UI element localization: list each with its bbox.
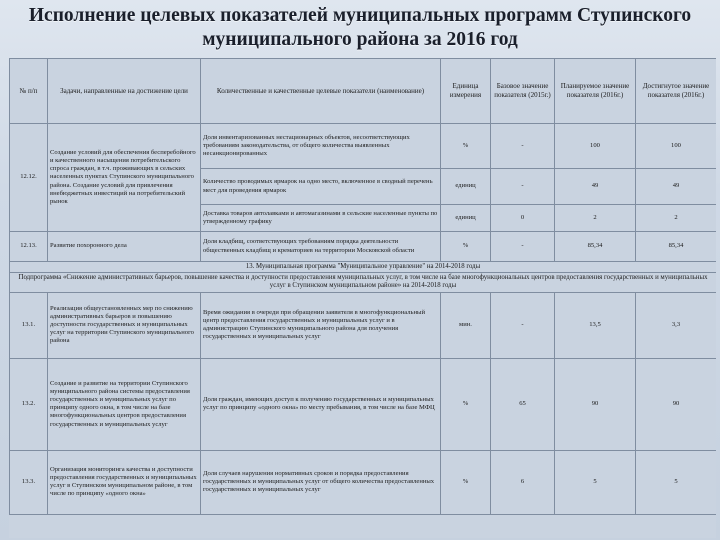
table-row (10, 292, 717, 358)
table-row (10, 358, 717, 450)
row-task: Создание условий для обеспечения бесперебойного и качественного насыщения потребительского спроса граждан, в т.ч. проживающих в сельских населенных пунктах Ступинского муниципального района. Создание условий для привлечения внебюджетных инвестиций на потребительский рынок (48, 124, 201, 232)
row-base: - (491, 232, 555, 262)
header-plan: Планируемое значение показателя (2016г.) (555, 59, 636, 124)
row-indicator: Количество проводимых ярмарок на одно место, включенное в сводный перечень мест для проведения ярмарок (201, 169, 441, 205)
row-plan: 5 (555, 450, 636, 514)
row-base: 65 (491, 358, 555, 450)
row-unit: % (441, 358, 491, 450)
subprogram-row (10, 273, 717, 292)
row-fact: 90 (636, 358, 717, 450)
table-row (10, 232, 717, 262)
header-fact: Достигнутое значение показателя (2016г.) (636, 59, 717, 124)
table-row (10, 124, 717, 169)
row-fact: 3,3 (636, 292, 717, 358)
table-header-row (10, 59, 717, 124)
page-title: Исполнение целевых показателей муниципальных программ Ступинского муниципального района за 2016 год (28, 5, 692, 50)
row-base: 6 (491, 450, 555, 514)
row-fact: 85,34 (636, 232, 717, 262)
row-task: Организация мониторинга качества и доступности предоставления государственных и муниципальных услуг в Ступинском муниципальном районе, в том числе по принципу «одного окна» (48, 450, 201, 514)
row-indicator: Доставка товаров автолавками и автомагазинами в сельские населенные пункты по утвержденному графику (201, 205, 441, 232)
row-indicator: Доля граждан, имеющих доступ к получению государственных и муниципальных услуг по принципу «одного окна» по месту пребывания, в том числе на базе МФЦ (201, 358, 441, 450)
row-plan: 49 (555, 169, 636, 205)
row-num: 13.1. (10, 292, 48, 358)
row-num: 13.3. (10, 450, 48, 514)
row-unit: % (441, 232, 491, 262)
row-fact: 100 (636, 124, 717, 169)
row-base: - (491, 124, 555, 169)
row-fact: 2 (636, 205, 717, 232)
section-row (10, 262, 717, 273)
header-unit: Единица измерения (441, 59, 491, 124)
row-base: - (491, 292, 555, 358)
row-unit: единиц (441, 205, 491, 232)
row-task: Развитие похоронного дела (48, 232, 201, 262)
row-num: 12.12. (10, 124, 48, 232)
header-base: Базовое значение показателя (2015г.) (491, 59, 555, 124)
row-fact: 5 (636, 450, 717, 514)
row-num: 12.13. (10, 232, 48, 262)
indicators-table (9, 58, 716, 515)
row-plan: 85,34 (555, 232, 636, 262)
subprogram-title: Подпрограмма «Снижение административных барьеров, повышение качества и доступности предоставления муниципальных услуг, в том числе на базе многофункциональных центров предоставления государственных и муниципальных услуг в Ступинском муниципальном районе» на 2014-2018 годы (10, 273, 717, 292)
table-row (10, 450, 717, 514)
header-indicators: Количественные и качественные целевые показатели (наименование) (201, 59, 441, 124)
row-indicator: Доля инвентаризованных нестационарных объектов, несоответствующих требованиям законодательства, от общего количества выявленных несанкционированных (201, 124, 441, 169)
section-title: 13. Муниципальная программа "Муниципальное управление" на 2014-2018 годы (10, 262, 717, 273)
row-base: 0 (491, 205, 555, 232)
row-task: Реализация общеустановленных мер по снижению административных барьеров и повышению доступности государственных и муниципальных услуг на территории Ступинского муниципального района (48, 292, 201, 358)
row-plan: 2 (555, 205, 636, 232)
row-fact: 49 (636, 169, 717, 205)
indicators-table-container (9, 58, 716, 538)
row-indicator: Доля кладбищ, соответствующих требованиям порядка деятельности общественных кладбищ и крематориев на территории Московской области (201, 232, 441, 262)
row-unit: % (441, 124, 491, 169)
header-tasks: Задачи, направленные на достижение цели (48, 59, 201, 124)
row-num: 13.2. (10, 358, 48, 450)
row-indicator: Доля случаев нарушения нормативных сроков и порядка предоставления государственных и муниципальных услуг от общего количества предоставленных государственных и муниципальных услуг (201, 450, 441, 514)
row-plan: 13,5 (555, 292, 636, 358)
header-num: № п/п (10, 59, 48, 124)
row-base: - (491, 169, 555, 205)
row-unit: единиц (441, 169, 491, 205)
row-unit: мин. (441, 292, 491, 358)
row-indicator: Время ожидания в очереди при обращении заявителя в многофункциональный центр предоставления государственных и муниципальных услуг и в администрацию Ступинского муниципального района для получения государственных и муниципальных услуг (201, 292, 441, 358)
row-plan: 90 (555, 358, 636, 450)
row-plan: 100 (555, 124, 636, 169)
row-task: Создание и развитие на территории Ступинского муниципального района системы предоставления государственных и муниципальных услуг по принципу одного окна, в том числе на базе многофункциональных центров предоставления государственных и муниципальных услуг (48, 358, 201, 450)
row-unit: % (441, 450, 491, 514)
